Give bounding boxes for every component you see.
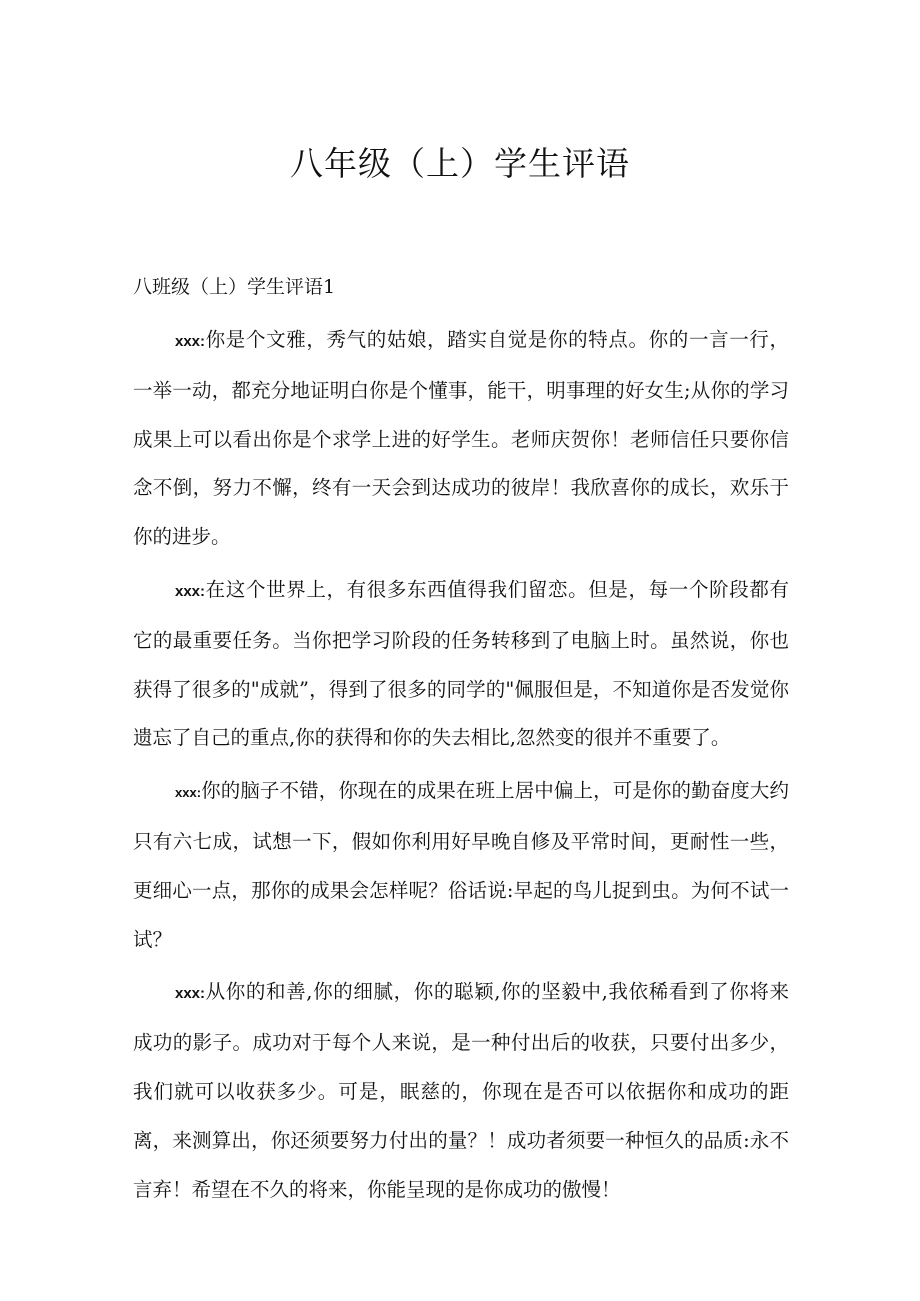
comment-text: 在这个世界上，有很多东西值得我们留恋。但是，每一个阶段都有它的最重要任务。当你把学习阶段的任务转移到了电脑上时。虽然说，你也获得了很多的"成就”，得到了很多的同学的"佩服但是，不知道你是否发觉你遗忘了自己的重点,你的获得和你的失去相比,忽然变的很并不重要了。 [133,577,789,750]
student-name: xxx: [175,582,206,600]
student-name: xxx: [175,785,202,801]
comment-paragraph [133,316,789,562]
comment-text: 你是个文雅，秀气的姑娘，踏实自觉是你的特点。你的一言一行，一举一动，都充分地证明白你是个懂事，能干，明事理的好女生;从你的学习成果上可以看出你是个求学上进的好学生。老师庆贺你！老师信任只要你信念不倒，努力不懈，终有一天会到达成功的彼岸！我欣喜你的成长，欢乐于你的进步。 [133,328,789,549]
comment-paragraph [133,968,789,1214]
comment-paragraph [133,767,789,964]
comment-text: 从你的和善,你的细腻，你的聪颖,你的坚毅中,我依稀看到了你将来成功的影子。成功对于每个人来说，是一种付出后的收获，只要付出多少，我们就可以收获多少。可是，眠慈的，你现在是否可以依据你和成功的距离，来测算出，你还须要努力付出的量？！成功者须要一种恒久的品质:永不言弃！希望在不久的将来，你能呈现的是你成功的傲慢！ [133,980,789,1201]
comment-paragraph [133,566,789,763]
document-title: 八年级（上）学生评语 [290,144,630,183]
comments-body [133,316,789,1214]
section-heading: 八班级（上）学生评语1 [133,276,336,298]
student-name: xxx: [175,333,206,350]
student-name: xxx: [175,985,206,1003]
comment-text: 你的脑子不错，你现在的成果在班上居中偏上，可是你的勤奋度大约只有六七成，试想一下，假如你利用好早晚自修及平常时间，更耐性一些，更细心一点，那你的成果会怎样呢？俗话说:早起的鸟儿捉到虫。为何不试一试？ [133,779,789,951]
